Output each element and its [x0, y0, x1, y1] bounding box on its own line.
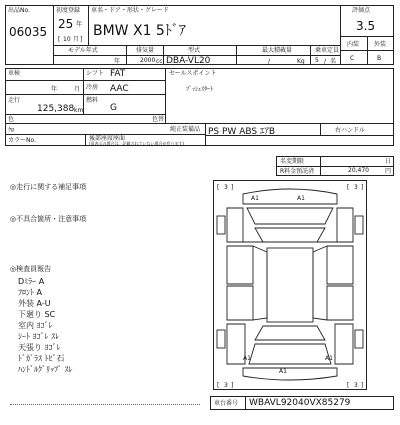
auction-sheet: 出品No. 06035 初度登録 25 年 [ 10 月 ] 車名・ドア・形状・グレード BMW X1 5ﾄﾞｱ 評価点 3.5 内装 外装 C B モデル年式 排気量 型式 最大積載量 乗車定員 年 2000 cc DBA-VL20 / Kg 5 / 名 車検 年 月 シフト FAT 冷房 AAC 走行 125,388 km 燃料 G 色 ｸﾛ 色替 カラーNo. 後部座席座面 (旧表示の場合は、記載されていない場合が有ります) セールスポイント ﾌﾟｯｼｭｽﾀｰﾄ 純正装備品 PS PW ABS ｴｱB 右ハンドル 名変期限 日 R料金預託済 20,470 円 ◎走行に関する補足事項 ◎不具合箇所・注意事項 ◎検査員報告 Dﾐﾗｰ A ﾌﾛﾝﾄ A 外装 A-U 下廻り SC 室内 ﾖｺﾞﾚ ｼｰﾄ ﾖｺﾞﾚ ｽﾚ 天張り ﾖｺﾞﾚ ﾄﾞｶﾞﾗｽ ﾄﾋﾞ石 ﾊﾝﾄﾞﾙｸﾞﾘｯﾌﾟ ｽﾚ [ 3 ] [ 3 ] [ 3 ] [ 3 ] A1 A1 A1 A1 A1 車台番号 WBAVL92040VX85279	[0, 0, 400, 425]
shift-value: FAT	[110, 69, 126, 79]
svg-text:]: ]	[231, 382, 234, 389]
svg-text:[: [	[347, 382, 350, 389]
fuel-value: G	[110, 103, 117, 113]
sales-point-label: セールスポイント	[169, 70, 217, 77]
inspector-item: 下廻り SC	[18, 310, 56, 319]
load-label: 最大積載量	[262, 47, 293, 54]
inspector-item: 室内 ﾖｺﾞﾚ	[18, 321, 53, 330]
rear-seat-note: (旧表示の場合は、記載されていない場合が有ります)	[89, 141, 185, 146]
inspector-item: ﾌﾛﾝﾄ A	[18, 288, 43, 297]
corner-mark: 3	[354, 184, 358, 191]
inspector-report-label: ◎検査員報告	[10, 265, 52, 273]
reg-month-unit: 月	[73, 36, 80, 43]
inspection-month: 月	[74, 86, 81, 93]
damage-mark: A1	[279, 368, 287, 375]
equipment-value: PS PW ABS ｴｱB	[208, 127, 276, 137]
ac-label: 冷房	[86, 84, 99, 91]
capacity-label: 乗車定員	[315, 47, 340, 54]
shift-label: シフト	[86, 70, 105, 77]
reg-label: 初度登録	[56, 7, 81, 14]
lot-label: 出品No.	[8, 7, 30, 14]
inspector-items	[18, 276, 73, 375]
mileage-label: 走行	[8, 97, 21, 104]
lot-number: 06035	[9, 25, 48, 39]
inspection-year: 年	[51, 86, 58, 93]
corner-mark: 3	[354, 382, 358, 389]
recycle-value: 20,470	[348, 167, 369, 174]
color-value: ｸﾛ	[8, 127, 15, 134]
cc-label: 排気量	[136, 47, 155, 54]
rear-seat-label: 後部座席座面	[89, 135, 126, 142]
reg-month: 10	[63, 36, 71, 43]
inspector-item: ﾄﾞｶﾞﾗｽ ﾄﾋﾞ石	[18, 354, 65, 363]
score-label: 評価点	[352, 7, 371, 14]
inspector-item: Dﾐﾗｰ A	[18, 277, 45, 286]
corner-mark: 3	[224, 184, 228, 191]
fuel-label: 燃料	[86, 97, 99, 104]
model-value: DBA-VL20	[166, 56, 211, 66]
svg-text:]: ]	[361, 184, 364, 191]
handle-value: 右ハンドル	[335, 127, 366, 134]
score-value: 3.5	[356, 19, 376, 33]
damage-mark: A1	[251, 195, 259, 202]
capacity-unit: 名	[330, 58, 337, 65]
deadline-label: 名変期限	[280, 158, 305, 165]
damage-mark: A1	[243, 355, 251, 362]
reg-year-unit: 年	[76, 21, 83, 28]
car-name: BMW X1 5ﾄﾞｱ	[93, 23, 186, 39]
driving-notes-label: ◎走行に関する補足事項	[10, 183, 87, 191]
interior-label: 内装	[347, 41, 360, 48]
inspection-label: 車検	[8, 70, 21, 77]
equipment-label: 純正装備品	[170, 126, 201, 133]
cc-value: 2000	[140, 57, 156, 64]
corner-mark: [	[217, 184, 220, 191]
svg-text:]: ]	[231, 184, 234, 191]
chassis-number: WBAVL92040VX85279	[249, 398, 351, 408]
corner-mark: 3	[224, 382, 228, 389]
capacity-value: 5	[315, 57, 319, 64]
color-no-label: カラーNo.	[8, 137, 36, 144]
capacity-sep: /	[324, 58, 327, 65]
svg-text:]: ]	[361, 382, 364, 389]
recycle-unit: 円	[385, 168, 392, 175]
recycle-label: R料金預託済	[280, 168, 315, 175]
exterior-label: 外装	[374, 41, 387, 48]
ac-value: AAC	[110, 84, 129, 94]
damage-mark: A1	[297, 195, 305, 202]
chassis-label: 車台番号	[214, 400, 239, 407]
model-label: 型式	[188, 47, 201, 54]
reg-year: 25	[58, 17, 74, 31]
model-year-unit: 年	[114, 58, 121, 65]
deadline-unit: 日	[385, 158, 392, 165]
mileage-unit: km	[74, 107, 84, 114]
exterior-grade: B	[377, 55, 382, 62]
color-replace-label: 色替	[152, 116, 165, 123]
svg-text:[: [	[217, 382, 220, 389]
svg-text:[: [	[347, 184, 350, 191]
mileage-value: 125,388	[37, 104, 75, 114]
load-unit: Kg	[297, 58, 305, 65]
model-year-label: モデル年式	[68, 47, 98, 54]
inspector-item: ﾊﾝﾄﾞﾙｸﾞﾘｯﾌﾟ ｽﾚ	[18, 365, 73, 374]
sales-point-value: ﾌﾟｯｼｭｽﾀｰﾄ	[186, 86, 214, 93]
damage-mark: A1	[325, 355, 333, 362]
interior-grade: C	[350, 55, 355, 62]
car-diagram	[213, 180, 367, 390]
inspector-item: 天張り ﾖｺﾞﾚ	[18, 343, 61, 352]
inspector-item: ｼｰﾄ ﾖｺﾞﾚ ｽﾚ	[18, 332, 60, 341]
color-label: 色	[8, 116, 15, 123]
defect-notes-label: ◎不具合箇所・注意事項	[10, 215, 87, 223]
cc-unit: cc	[156, 58, 163, 65]
load-sep: /	[268, 58, 271, 65]
car-name-label: 車名・ドア・形状・グレード	[91, 7, 169, 14]
inspector-item: 外装 A-U	[18, 299, 51, 308]
